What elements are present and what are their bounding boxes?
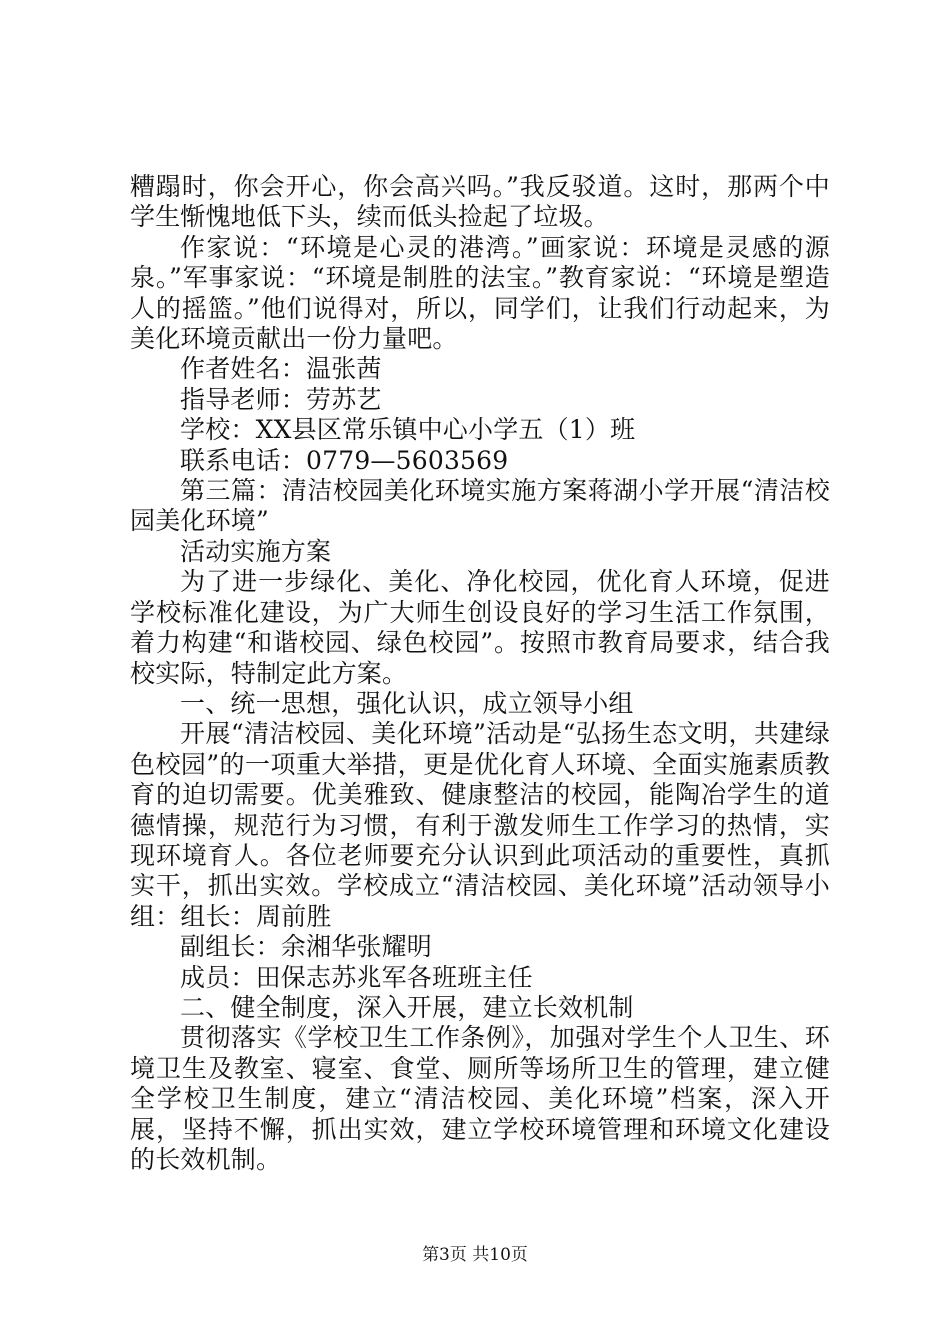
page-footer: 第3页 共10页 <box>422 1245 528 1265</box>
paragraph-1: 作家说：“环境是心灵的港湾。”画家说：环境是灵感的源泉。”军事家说：“环境是制胜的法宝。”教育家说：“环境是塑造人的摇篮。”他们说得对，所以，同学们，让我们行动起来，为美化环境贡献出一份力量吧。 <box>130 232 830 354</box>
section-title: 第三篇：清洁校园美化环境实施方案蒋湖小学开展“清洁校园美化环境” <box>130 476 830 536</box>
paragraph-14: 贯彻落实《学校卫生工作条例》，加强对学生个人卫生、环境卫生及教室、寝室、食堂、厕所等场所卫生的管理，建立健全学校卫生制度，建立“清洁校园、美化环境”档案，深入开展，坚持不懈，抓出实效，建立学校环境管理和环境文化建设的长效机制。 <box>130 1023 830 1174</box>
deputy-leader-line: 副组长：余湘华张耀明 <box>180 932 433 962</box>
heading-1: 一、统一思想，强化认识，成立领导小组 <box>180 688 634 718</box>
phone-line: 联系电话：0779—5603569 <box>180 445 509 475</box>
section-subtitle: 活动实施方案 <box>180 536 332 566</box>
heading-2: 二、健全制度，深入开展，建立长效机制 <box>180 992 634 1022</box>
author-name-line: 作者姓名：温张茜 <box>180 354 382 384</box>
paragraph-0: 糟蹋时，你会开心，你会高兴吗。”我反驳道。这时，那两个中学生惭愧地低下头，续而低头捡起了垃圾。 <box>130 172 830 232</box>
members-line: 成员：田保志苏兆军各班班主任 <box>180 962 533 992</box>
school-line: 学校：XX县区常乐镇中心小学五（1）班 <box>180 415 636 445</box>
paragraph-10: 开展“清洁校园、美化环境”活动是“弘扬生态文明，共建绿色校园”的一项重大举措，更是优化育人环境、全面实施素质教育的迫切需要。优美雅致、健康整洁的校园，能陶冶学生的道德情操，规范行为习惯，有利于激发师生工作学习的热情，实现环境育人。各位老师要充分认识到此项活动的重要性，真抓实干，抓出实效。学校成立“清洁校园、美化环境”活动领导小组：组长：周前胜 <box>130 719 830 931</box>
paragraph-8: 为了进一步绿化、美化、净化校园，优化育人环境，促进学校标准化建设，为广大师生创设良好的学习生活工作氛围，着力构建“和谐校园、绿色校园”。按照市教育局要求，结合我校实际，特制定此方案。 <box>130 567 830 688</box>
advisor-line: 指导老师：劳苏艺 <box>180 384 382 414</box>
document-body <box>130 172 830 1175</box>
